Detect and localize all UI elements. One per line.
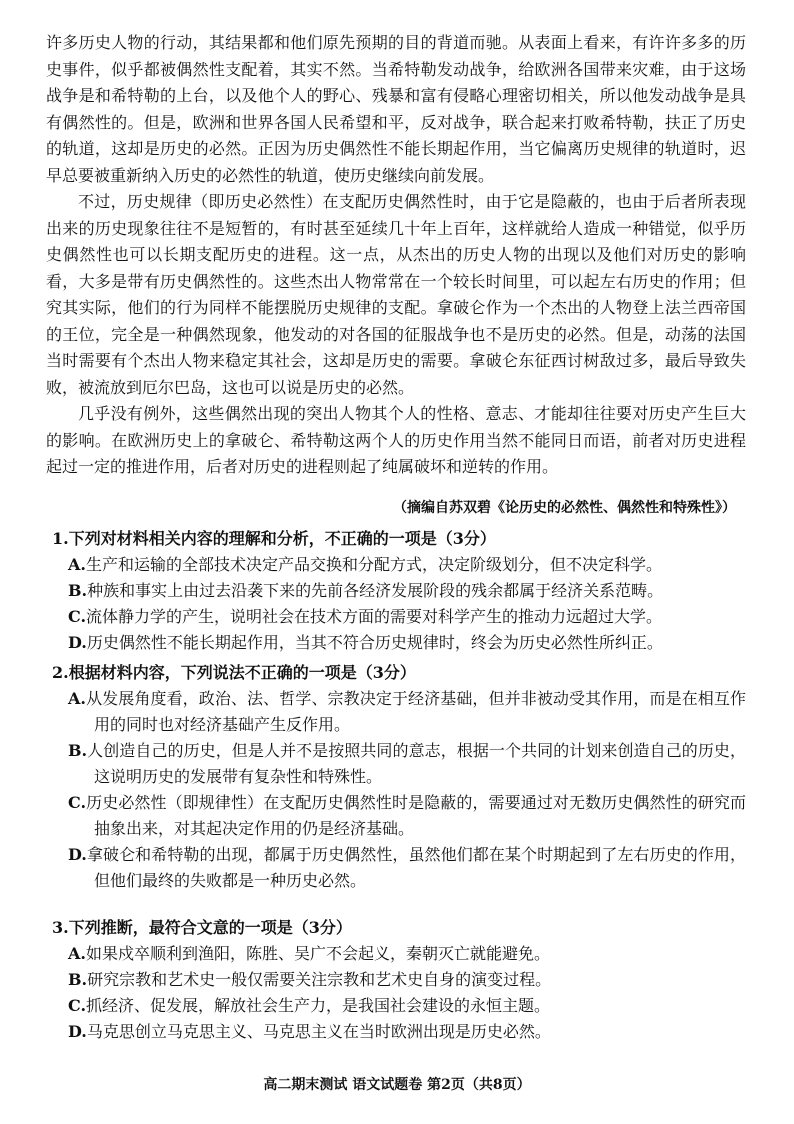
question-1 <box>52 526 746 656</box>
question-stem: 1.下列对材料相关内容的理解和分析，不正确的一项是（3分） <box>52 529 496 548</box>
option-text: 历史必然性（即规律性）在支配历史偶然性时是隐蔽的，需要通过对无数历史偶然性的研究而抽象出来，对其起决定作用的仍是经济基础。 <box>86 793 746 838</box>
option-text: 如果戍卒顺利到渔阳，陈胜、吴广不会起义，秦朝灭亡就能避免。 <box>85 944 550 963</box>
option-b <box>52 967 746 993</box>
option-a <box>52 686 746 738</box>
option-a <box>52 941 746 967</box>
option-letter: A. <box>68 944 86 963</box>
option-text: 人创造自己的历史，但是人并不是按照共同的意志，根据一个共同的计划来创造自己的历史，这说明历史的发展带有复杂性和特殊性。 <box>87 741 746 786</box>
option-letter: D. <box>68 845 87 864</box>
option-text: 拿破仑和希特勒的出现，都属于历史偶然性，虽然他们都在某个时期起到了左右历史的作用，但他们最终的失败都是一种历史必然。 <box>86 845 746 890</box>
passage-paragraph-1: 许多历史人物的行动，其结果都和他们原先预期的目的背道而驰。从表面上看来，有许许多多的历史事件，似乎都被偶然性支配着，其实不然。当希特勒发动战争，给欧洲各国带来灾难，由于这场战争是和希特勒的上台，以及他个人的野心、残暴和富有侵略心理密切相关，所以他发动战争是具有偶然性的。但是，欧洲和世界各国人民希望和平，反对战争，联合起来打败希特勒，扶正了历史的轨道，这却是历史的必然。正因为历史偶然性不能长期起作用，当它偏离历史规律的轨道时，迟早总要被重新纳入历史的必然性的轨道，使历史继续向前发展。 <box>46 33 746 185</box>
option-b <box>52 738 746 790</box>
option-letter: D. <box>68 633 87 652</box>
question-2 <box>52 660 746 894</box>
question-stem: 2.根据材料内容，下列说法不正确的一项是（3分） <box>52 663 416 682</box>
option-letter: A. <box>68 689 86 708</box>
option-letter: B. <box>68 741 88 760</box>
option-text: 历史偶然性不能长期起作用，当其不符合历史规律时，终会为历史必然性所纠正。 <box>86 633 663 652</box>
option-text: 马克思创立马克思主义、马克思主义在当时欧洲出现是历史必然。 <box>86 1022 551 1041</box>
option-c <box>52 604 746 630</box>
option-text: 从发展角度看，政治、法、哲学、宗教决定于经济基础，但并非被动受其作用，而是在相互作用的同时也对经济基础产生反作用。 <box>85 689 746 734</box>
option-letter: C. <box>68 793 87 812</box>
page-footer: 高二期末测试 语文试题卷 第2页（共8页） <box>263 1077 531 1093</box>
option-text: 生产和运输的全部技术决定产品交换和分配方式，决定阶级划分，但不决定科学。 <box>85 555 662 574</box>
option-d <box>52 842 746 894</box>
option-d <box>52 1019 746 1045</box>
option-letter: B. <box>68 581 88 600</box>
option-d <box>52 630 746 656</box>
option-letter: B. <box>68 970 88 989</box>
passage-source: （摘编自苏双碧《论历史的必然性、偶然性和特殊性》） <box>393 500 736 516</box>
option-text: 研究宗教和艺术史一般仅需要关注宗教和艺术史自身的演变过程。 <box>87 970 552 989</box>
question-stem: 3.下列推断，最符合文意的一项是（3分） <box>52 918 352 937</box>
option-letter: C. <box>68 607 87 626</box>
option-letter: C. <box>68 996 87 1015</box>
option-letter: A. <box>68 555 86 574</box>
option-text: 抓经济、促发展，解放社会生产力，是我国社会建设的永恒主题。 <box>86 996 551 1015</box>
reading-passage <box>46 30 746 481</box>
option-c <box>52 790 746 842</box>
option-text: 种族和事实上由过去沿袭下来的先前各经济发展阶段的残余都属于经济关系范畴。 <box>87 581 664 600</box>
passage-paragraph-3: 几乎没有例外，这些偶然出现的突出人物其个人的性格、意志、才能却往往要对历史产生巨大的影响。在欧洲历史上的拿破仑、希特勒这两个人的历史作用当然不能同日而语，前者对历史进程起过一定的推进作用，后者对历史的进程则起了纯属破坏和逆转的作用。 <box>46 404 746 476</box>
passage-paragraph-2: 不过，历史规律（即历史必然性）在支配历史偶然性时，由于它是隐蔽的，也由于后者所表现出来的历史现象往往不是短暂的，有时甚至延续几十年上百年，这样就给人造成一种错觉，似乎历史偶然性也可以长期支配历史的进程。这一点，从杰出的历史人物的出现以及他们对历史的影响看，大多是带有历史偶然性的。这些杰出人物常常在一个较长时间里，可以起左右历史的作用；但究其实际，他们的行为同样不能摆脱历史规律的支配。拿破仑作为一个杰出的人物登上法兰西帝国的王位，完全是一种偶然现象，他发动的对各国的征服战争也不是历史的必然。但是，动荡的法国当时需要有个杰出人物来稳定其社会，这却是历史的需要。拿破仑东征西讨树敌过多，最后导致失败，被流放到厄尔巴岛，这也可以说是历史的必然。 <box>46 192 746 397</box>
option-c <box>52 993 746 1019</box>
option-b <box>52 578 746 604</box>
option-letter: D. <box>68 1022 87 1041</box>
option-a <box>52 552 746 578</box>
option-text: 流体静力学的产生，说明社会在技术方面的需要对科学产生的推动力远超过大学。 <box>86 607 663 626</box>
question-3 <box>52 915 746 1045</box>
